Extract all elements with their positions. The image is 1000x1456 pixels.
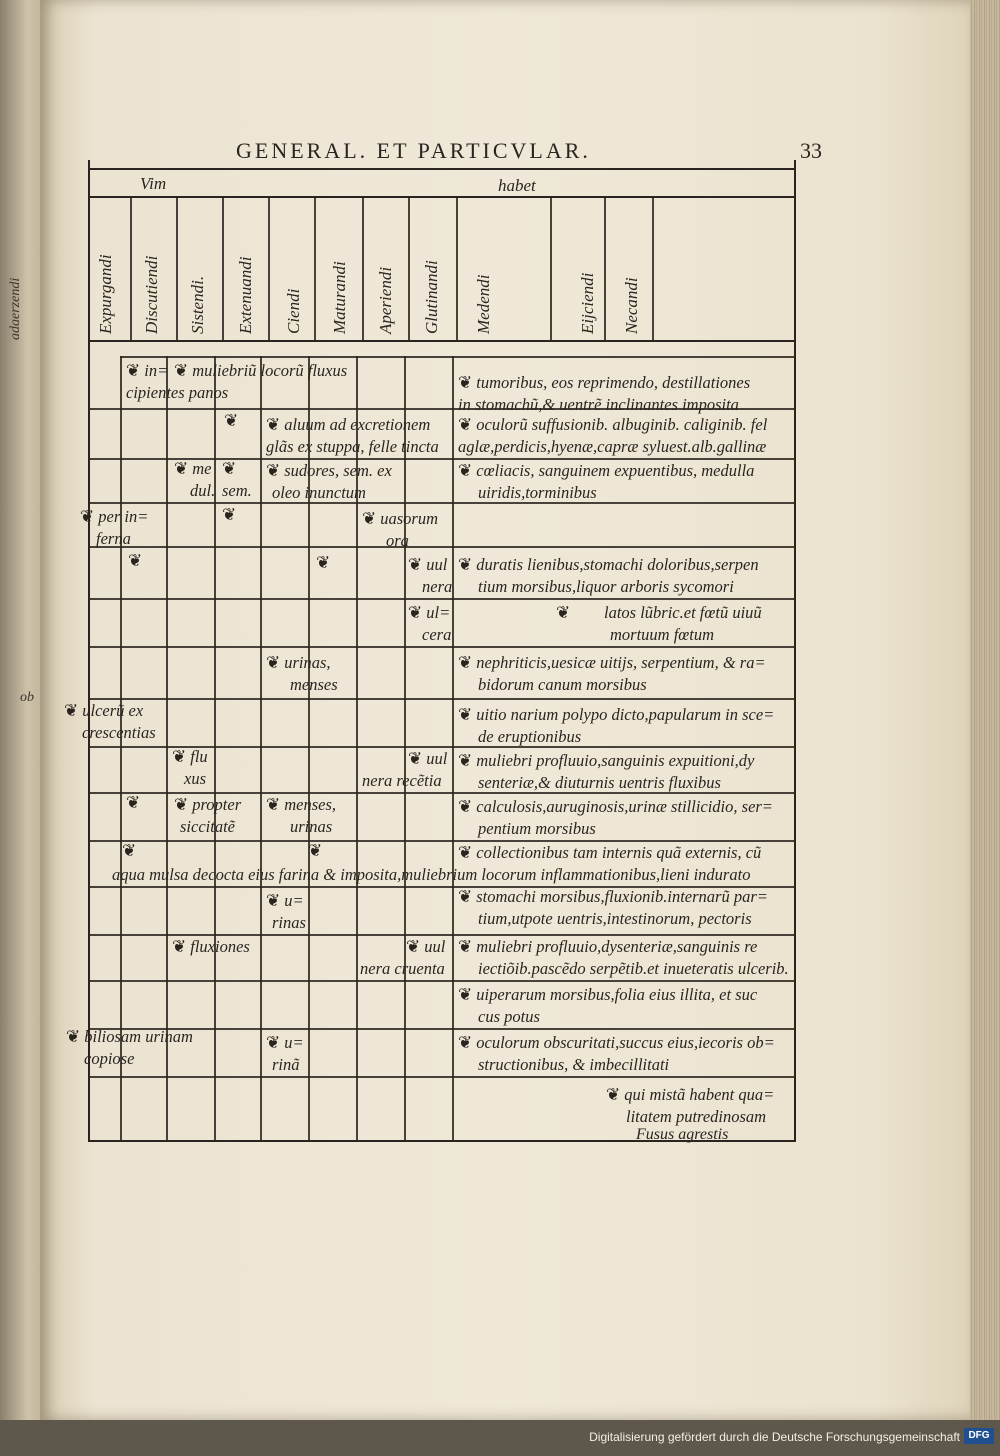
table-cell: [308, 840, 326, 862]
table-cell: ❦ u= rinã: [266, 1033, 304, 1074]
flower-mark-icon: ❦: [174, 795, 189, 814]
flower-mark-icon: ❦: [222, 459, 237, 478]
footer-credit: Digitalisierung gefördert durch die Deutsche Forschungsgemeinschaft: [589, 1430, 960, 1444]
flower-mark-icon: ❦: [126, 361, 141, 380]
dfg-logo: DFG: [964, 1428, 994, 1444]
table-cell: ❦ duratis lienibus,stomachi doloribus,serpen tium morsibus,liquor arboris sycomori: [458, 555, 759, 596]
table-cell: ❦ stomachi morsibus,fluxionib.internarũ par= tium,utpote uentris,intestinorum, pectoris: [458, 887, 768, 928]
column-header: Maturandi: [330, 261, 349, 334]
column-header: Expurgandi: [96, 254, 115, 334]
table-cell: ❦ nephriticis,uesicæ uitijs, serpentium, & ra= bidorum canum morsibus: [458, 653, 766, 694]
flower-mark-icon: ❦: [224, 411, 239, 430]
table-cell: ❦ muliebriũ locorũ fluxus: [174, 361, 348, 380]
table-cell: ❦ propter siccitatẽ: [174, 795, 242, 836]
flower-mark-icon: ❦: [556, 603, 571, 622]
table-cell: ❦ uul nera cruenta: [360, 937, 446, 978]
table-cell: [126, 792, 144, 814]
table-cell: ❦ sudores, sem. ex oleo inunctum: [266, 461, 392, 502]
table-cell: latos lũbric.et fœtũ uiuũ mortuum fœtum: [604, 603, 762, 644]
table-cell: ❦ muliebri profluuio,sanguinis expuitioni,dy senteriæ,& diuturnis uentris fluxibus: [458, 751, 755, 792]
table-cell: aqua mulsa decocta eius farina & imposita,muliebrium locorum inflammationibus,lieni indurato: [112, 865, 751, 884]
column-header: Glutinandi: [422, 260, 441, 334]
table-cell: [222, 504, 240, 526]
table-cell: ❦ uitio narium polypo dicto,papularum in sce= de eruptionibus: [458, 705, 775, 746]
table-cell: ❦ calculosis,auruginosis,urinæ stillicidio, ser= pentium morsibus: [458, 797, 773, 838]
table-cell: ❦ qui mistã habent qua= litatem putredinosam: [606, 1085, 775, 1126]
table-cell: ❦ ul= cera: [408, 603, 452, 644]
table-cell: ❦ cœliacis, sanguinem expuentibus, medulla uiridis,torminibus: [458, 461, 755, 502]
flower-mark-icon: ❦: [122, 841, 137, 860]
column-header: Sistendi.: [188, 275, 207, 334]
flower-mark-icon: ❦: [458, 555, 473, 574]
page-stack-edge: [970, 0, 1000, 1420]
flower-mark-icon: ❦: [266, 415, 281, 434]
flower-mark-icon: ❦: [458, 653, 473, 672]
table-cell: [556, 602, 574, 624]
flower-mark-icon: ❦: [316, 553, 331, 572]
table-cell: ❦ oculorum obscuritati,succus eius,iecoris ob= structionibus, & imbecillitati: [458, 1033, 775, 1074]
flower-mark-icon: ❦: [64, 701, 79, 720]
table-cell: ❦ flu xus: [172, 747, 208, 788]
flower-mark-icon: ❦: [128, 551, 143, 570]
folio-number: 33: [800, 138, 822, 163]
flower-mark-icon: ❦: [408, 749, 423, 768]
flower-mark-icon: ❦: [458, 415, 473, 434]
margin-word: ob: [20, 690, 34, 705]
flower-mark-icon: ❦: [458, 797, 473, 816]
table-cell: ❦ uiperarum morsibus,folia eius illita, et suc cus potus: [458, 985, 758, 1026]
table-cell: ❦ uul nera recẽtia: [362, 749, 448, 790]
flower-mark-icon: ❦: [458, 985, 473, 1004]
flower-mark-icon: ❦: [174, 361, 189, 380]
flower-mark-icon: ❦: [266, 795, 281, 814]
flower-mark-icon: ❦: [266, 1033, 281, 1052]
flower-mark-icon: ❦: [308, 841, 323, 860]
flower-mark-icon: ❦: [406, 937, 421, 956]
flower-mark-icon: ❦: [458, 937, 473, 956]
flower-mark-icon: ❦: [458, 461, 473, 480]
flower-mark-icon: ❦: [172, 747, 187, 766]
column-header: Ciendi: [284, 288, 303, 334]
flower-mark-icon: ❦: [172, 937, 187, 956]
vim-label: Vim: [140, 174, 167, 193]
table-cell: ❦ collectionibus tam internis quã externis, cũ: [458, 843, 762, 862]
table-cell: ❦ in= cipientes panos: [126, 361, 229, 402]
table-cell: ❦ per in= ferna: [80, 507, 149, 548]
flower-mark-icon: ❦: [458, 843, 473, 862]
table-cell: [316, 552, 334, 574]
flower-mark-icon: ❦: [458, 373, 473, 392]
table-cell: ❦ uul nera: [408, 555, 453, 596]
table-cell: ❦ menses, urinas: [266, 795, 337, 836]
table-cell: [224, 410, 242, 432]
table-cell: ❦ urinas, menses: [266, 653, 338, 694]
flower-mark-icon: ❦: [174, 459, 189, 478]
table-cell: ❦ me dul.: [174, 459, 216, 500]
flower-mark-icon: ❦: [458, 751, 473, 770]
table-cell: ❦ oculorũ suffusionib. albuginib. caliginib. fel aglæ,perdicis,hyenæ,capræ syluest.alb.gallinæ: [458, 415, 768, 456]
flower-mark-icon: ❦: [266, 653, 281, 672]
flower-mark-icon: ❦: [458, 887, 473, 906]
column-header: Necandi: [622, 277, 641, 334]
table-cell: ❦ muliebri profluuio,dysenteriæ,sanguinis re iectiõib.pascẽdo serpẽtib.et inueteratis ulcerib.: [458, 937, 789, 978]
flower-mark-icon: ❦: [266, 891, 281, 910]
table-cell: ❦ ulcerũ ex crescentias: [64, 701, 156, 742]
column-header: Aperiendi: [376, 266, 395, 334]
table-cell: ❦ uasorum ora: [362, 509, 439, 550]
column-header: Discutiendi: [142, 255, 161, 334]
flower-mark-icon: ❦: [266, 461, 281, 480]
table-cell: ❦ aluum ad excretionem glãs ex stuppa, felle tincta: [266, 415, 439, 456]
table-cell: ❦ fluxiones: [172, 937, 250, 956]
table-cell: ❦ biliosam urinam copiose: [66, 1027, 193, 1068]
catchword: Fusus agrestis: [636, 1126, 729, 1143]
habet-label: habet: [498, 176, 536, 195]
flower-mark-icon: ❦: [222, 505, 237, 524]
running-title: GENERAL. ET PARTICVLAR.: [236, 138, 591, 163]
flower-mark-icon: ❦: [458, 705, 473, 724]
table-cell: ❦ tumoribus, eos reprimendo, destillationes in stomachũ,& uentrẽ inclinantes imposita: [458, 373, 751, 414]
flower-mark-icon: ❦: [408, 603, 423, 622]
table-cell: [122, 840, 140, 862]
flower-mark-icon: ❦: [362, 509, 377, 528]
flower-mark-icon: ❦: [80, 507, 95, 526]
table-cell: ❦ sem.: [222, 459, 252, 500]
flower-mark-icon: ❦: [126, 793, 141, 812]
table-cell: [128, 550, 146, 572]
flower-mark-icon: ❦: [408, 555, 423, 574]
flower-mark-icon: ❦: [458, 1033, 473, 1052]
column-header: Extenuandi: [236, 256, 255, 334]
flower-mark-icon: ❦: [66, 1027, 81, 1046]
column-header: Eijciendi: [578, 272, 597, 334]
margin-word: adaerzendi: [8, 277, 23, 340]
table-cell: ❦ u= rinas: [266, 891, 306, 932]
flower-mark-icon: ❦: [606, 1085, 621, 1104]
column-header: Medendi: [474, 274, 493, 334]
